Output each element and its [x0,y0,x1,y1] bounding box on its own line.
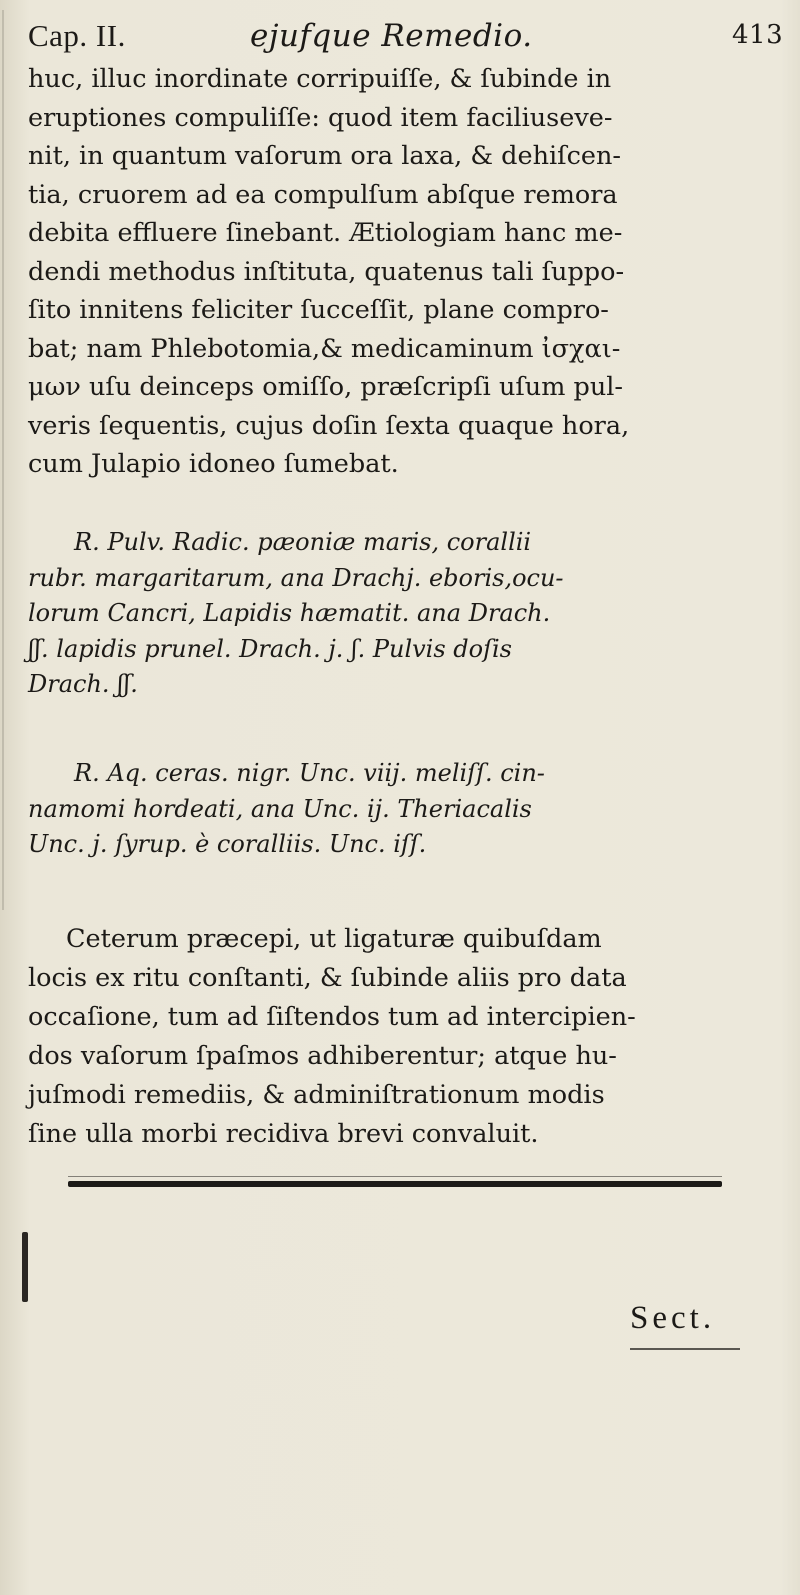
recipe-line: namomi hordeati, ana Unc. ij. Theriacalis [28,794,532,823]
text-line: bat; nam Phlebotomia,& medicaminum ἰσχαι- [28,333,621,364]
text-line: Ceterum præcepi, ut ligaturæ quibuſdam [66,924,602,954]
catchword-underline [630,1348,740,1350]
recipe-line: Unc. j. ſyrup. è coralliis. Unc. iſſ. [28,830,427,858]
text-line: nit, in quantum vaſorum ora laxa, & dehiſcen- [28,141,621,171]
text-line: juſmodi remediis, & adminiſtrationum modis [28,1080,605,1110]
text-line: huc, illuc inordinate corripuiſſe, & ſubinde in [28,64,612,94]
recipe-2 [28,756,788,863]
text-line: ſito innitens feliciter ſucceſſit, plane compro- [28,295,609,325]
recipe-line: ʃʃ. lapidis prunel. Drach. j. ʃ. Pulvis doſis [28,634,512,663]
text-line: locis ex ritu conſtanti, & ſubinde aliis pro data [28,963,627,993]
chapter-label: Cap. II. [28,18,126,53]
text-line: eruptiones compuliſſe: quod item faciliuseve- [28,102,613,133]
recipe-line: Drach. ʃʃ. [28,670,138,698]
text-line: dendi methodus inſtituta, quatenus tali ſuppo- [28,256,625,287]
ornamental-rule [68,1181,722,1187]
text-line: dos vaſorum ſpaſmos adhiberentur; atque hu- [28,1041,617,1071]
page-number: 413 [732,20,784,50]
page-edge-shadow [2,10,11,910]
running-title: ejufque Remedio. [250,18,533,54]
recipe-line: R. Aq. ceras. nigr. Unc. viij. meliſſ. cin- [74,759,545,787]
recipe-line: lorum Cancri, Lapidis hæmatit. ana Drach. [28,599,551,627]
recipe-1 [28,525,788,703]
text-line: veris ſequentis, cujus doſin ſexta quaque hora, [28,410,630,441]
text-line: ſine ulla morbi recidiva brevi convaluit. [28,1119,539,1149]
ornamental-rule-thin [68,1176,722,1177]
text-line: debita effluere ſinebant. Ætiologiam hanc me- [28,218,623,248]
recipe-line: R. Pulv. Radic. pæoniæ maris, corallii [74,528,532,556]
paragraph-1 [28,60,788,484]
paragraph-2 [28,920,788,1154]
margin-bracket [22,1232,28,1302]
text-line: tia, cruorem ad ea compulſum abſque remora [28,179,618,210]
text-line: μων uſu deinceps omiſſo, præſcripſi uſum pul- [28,372,624,402]
text-line: occaſione, tum ad ſiſtendos tum ad intercipien- [28,1002,636,1032]
running-head [20,14,790,62]
catchword: Sect. [630,1300,716,1336]
recipe-line: rubr. margaritarum, ana Drachj. eboris,ocu- [28,563,564,592]
text-line: cum Julapio idoneo ſumebat. [28,449,399,479]
